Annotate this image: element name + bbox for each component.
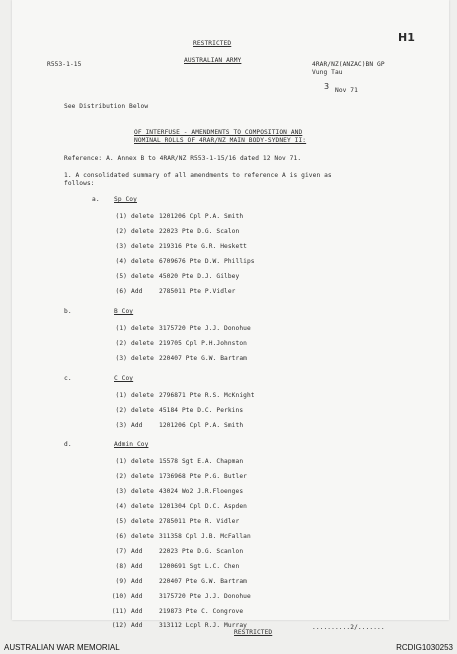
para1-line-2: follows: (64, 180, 95, 187)
para1-line-1: 1. A consolidated summary of all amendments to reference A is given as (64, 172, 332, 179)
date-day: 3 (324, 82, 330, 91)
org-title: AUSTRALIAN ARMY (184, 57, 242, 64)
document-page: RESTRICTED AUSTRALIAN ARMY H1 R553-1-15 4RAR/NZ(ANZAC)BN GP Vung Tau 3 Nov 71 See Distribution Below OF INTERFUSE - AMENDMENTS TO COMPOSITION AND NOMINAL ROLLS OF 4RAR/NZ MAIN BODY-SYDNEY II: Reference: A. Annex B to 4RAR/NZ R553-1-15/16 dated 12 Nov 71. 1. A consolidated summary of all amendments to reference A is given as follows: a. Sp Coy (1) delete 1201206 Cpl P.A. Smith (2) delete 22023 Pte D.G. Scalon (3) delete 219316 Pte G.R. Heskett (4) delete 6709676 Pte D.W. Phillips (5) delete 45020 Pte D.J. Gilbey (6) Add 2785011 Pte P.Vidler b. B Coy (1) delete 3175720 Pte J.J. Donohue (2) delete 219705 Cpl P.H.Johnston (3) delete 220407 Pte G.W. Bartram c. C Coy (1) delete 2796871 Pte R.S. McKnight (2) delete 45184 Pte D.C. Perkins (3) Add 1201206 Cpl P.A. Smith d. Admin Coy (1) delete 15578 Sgt E.A. Chapman (2) delete 1736968 Pte P.G. Butler (3) delete 43024 Wo2 J.R.Floenges (4) delete 1201304 Cpl D.C. Aspden (5) delete 2785011 Pte R. Vidler (6) delete 311358 Cpl J.B. McFallan (7) Add 22023 Pte D.G. Scanlon (8) Add 1200691 Sgt L.C. Chen (9) Add 220407 Pte G.W. Bartram (10) Add 3175720 Pte J.J. Donohue (11) Add 219873 Pte C. Congrove (12, 0, 449, 620)
section-title: C Coy (114, 375, 134, 382)
unit-line-2: Vung Tau (312, 69, 343, 76)
handwritten-tag: H1 (398, 31, 416, 44)
reference-line: Reference: A. Annex B to 4RAR/NZ R553-1-15/16 dated 12 Nov 71. (64, 155, 302, 162)
section-letter: b. (64, 308, 72, 315)
section-letter: a. (92, 196, 100, 203)
continuation-marker: ..........2/....... (312, 624, 385, 631)
archive-name: AUSTRALIAN WAR MEMORIAL (4, 643, 120, 652)
file-reference: R553-1-15 (47, 61, 82, 68)
archive-id: RCDIG1030253 (396, 643, 453, 652)
unit-line-1: 4RAR/NZ(ANZAC)BN GP (312, 61, 385, 68)
distribution-line: See Distribution Below (64, 103, 149, 110)
classification-bottom: RESTRICTED (234, 629, 273, 636)
section-letter: c. (64, 375, 72, 382)
section-letter: d. (64, 441, 72, 448)
subject-line-2: NOMINAL ROLLS OF 4RAR/NZ MAIN BODY-SYDNEY II: (134, 137, 307, 144)
section-title: Admin Coy (114, 441, 149, 448)
section-title: Sp Coy (114, 196, 137, 203)
date-rest: Nov 71 (335, 87, 358, 94)
subject-line-1: OF INTERFUSE - AMENDMENTS TO COMPOSITION AND (134, 129, 303, 136)
classification-top: RESTRICTED (193, 40, 232, 47)
archive-footer (0, 636, 457, 654)
section-title: B Coy (114, 308, 134, 315)
